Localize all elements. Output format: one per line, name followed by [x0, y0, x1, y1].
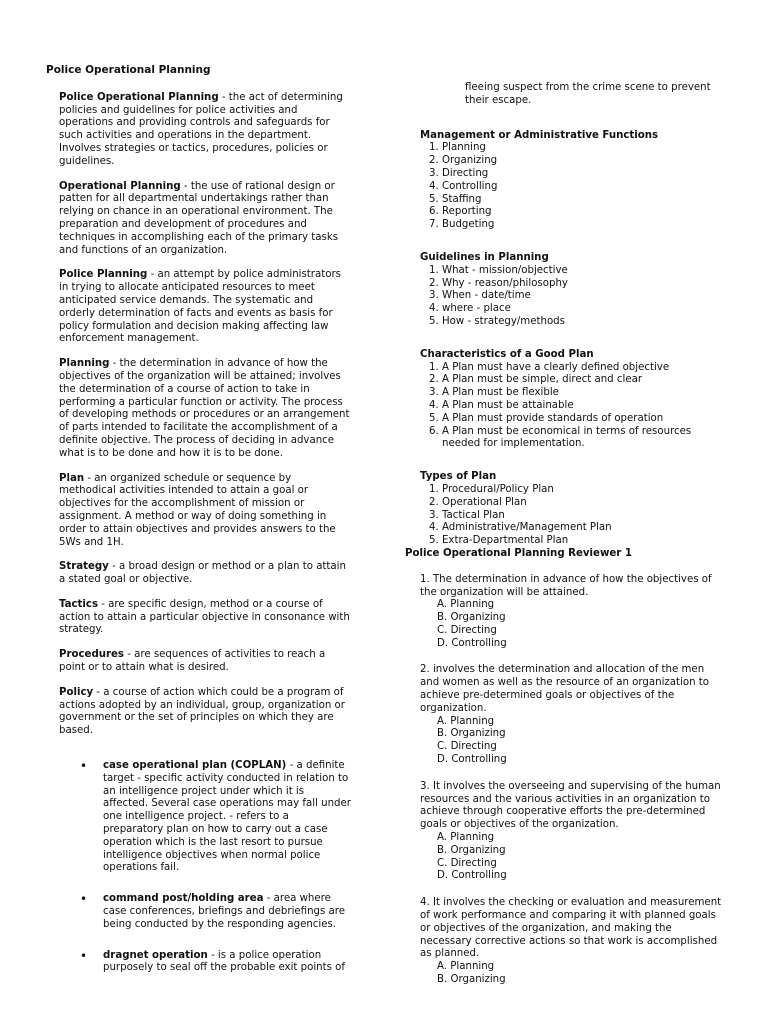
section-list-item: 1. What - mission/objective — [442, 265, 725, 278]
section-list-item: 2. A Plan must be simple, direct and clear — [442, 374, 725, 387]
question-text: 2. involves the determination and allocation of the men and women as well as the resource of an organization to achieve pre-determined goals or objectives of the organization. — [420, 664, 709, 714]
definition-term: Tactics — [59, 598, 99, 610]
definition-item — [59, 181, 351, 258]
question-text: 1. The determination in advance of how the objectives of the organization will be attained. — [420, 573, 712, 598]
section-title: Management or Administrative Functions — [420, 129, 659, 141]
definition-text: - are specific design, method or a course of action to attain a particular objective in consonance with strategy. — [59, 598, 350, 636]
bullet-item — [103, 893, 351, 931]
definition-item — [59, 473, 351, 550]
question-text: 3. It involves the overseeing and supervising of the human resources and the various activities in an organization to achieve through cooperative efforts the pre-determined goals or objectives of the organization. — [420, 780, 721, 831]
reviewer-title: Police Operational Planning Reviewer 1 — [405, 547, 632, 559]
definition-text: - the determination in advance of how the objectives of the organization will be attained; involves the determination of a course of action to take in performing a particular function or activity. The process of developing methods or procedures or an arrangement of parts intended to facilitate the accomplishment of a definite objective. The process of deciding in advance what is to be done and how it is to be done. — [59, 358, 350, 459]
definition-item — [59, 358, 351, 460]
section-list-item: 1. A Plan must have a clearly defined objective — [442, 362, 725, 375]
question-choice: A. Planning — [437, 832, 495, 844]
continued-text: fleeing suspect from the crime scene to prevent their escape. — [465, 82, 711, 106]
definition-item — [59, 92, 351, 169]
question — [420, 574, 725, 651]
section-list-item: 4. A Plan must be attainable — [442, 400, 725, 413]
section-list-item: 5. How - strategy/methods — [442, 316, 725, 329]
question-choice: B. Organizing — [437, 974, 506, 986]
definition-text: - a course of action which could be a program of actions adopted by an individual, group, organization or government or the set of principles on which they are based. — [59, 686, 345, 737]
left-column — [46, 64, 351, 993]
bullet-term: command post/holding area — [103, 893, 264, 905]
section-title: Types of Plan — [420, 471, 497, 483]
definition-term: Strategy — [59, 561, 109, 573]
questions-list — [405, 574, 725, 987]
section-list — [420, 142, 725, 232]
definition-term: Planning — [59, 358, 110, 370]
section-list-item: 1. Planning — [442, 142, 725, 155]
bullet-text: - is a police operation purposely to seal off the probable exit points of — [103, 949, 345, 974]
section-list-item: 6. Reporting — [442, 206, 725, 219]
definition-item — [59, 687, 351, 738]
question-choice: D. Controlling — [437, 637, 507, 649]
definition-term: Police Planning — [59, 269, 148, 281]
section — [420, 471, 725, 548]
bullet-text: - area where case conferences, briefings and debriefings are being conducted by the responding agencies. — [103, 893, 346, 930]
terms-bullet-list — [76, 760, 351, 975]
definition-text: - an attempt by police administrators in trying to allocate anticipated resources to meet anticipated service demands. The systematic and orderly determination of facts and events as basis for policy formulation and decision making affecting law enforcement management. — [59, 269, 341, 345]
question-choice: D. Controlling — [437, 754, 507, 766]
section-list-item: 4. where - place — [442, 303, 725, 316]
question-choice: A. Planning — [437, 961, 495, 973]
section-list-item: 7. Budgeting — [442, 219, 725, 232]
bullet-term: case operational plan (COPLAN) — [103, 760, 287, 772]
section-list-item: 5. Staffing — [442, 194, 725, 207]
question-choice: C. Directing — [437, 741, 497, 753]
definitions-list — [46, 92, 351, 738]
question-choice: B. Organizing — [437, 728, 506, 740]
definition-item — [59, 561, 351, 587]
question-choice: B. Organizing — [437, 612, 506, 624]
section-list-item: 3. A Plan must be flexible — [442, 387, 725, 400]
section-list-item: 3. When - date/time — [442, 290, 725, 303]
definition-text: - a broad design or method or a plan to attain a stated goal or objective. — [59, 561, 346, 586]
section-list-item: 4. Administrative/Management Plan — [442, 522, 725, 535]
section-list-item: 3. Tactical Plan — [442, 510, 725, 523]
section-list-item: 3. Directing — [442, 168, 725, 181]
definition-item — [59, 599, 351, 637]
definition-term: Plan — [59, 472, 85, 484]
right-column — [405, 82, 725, 987]
question — [420, 781, 725, 883]
sections-list — [405, 130, 725, 548]
question — [420, 664, 725, 766]
question-choice: C. Directing — [437, 857, 497, 869]
question-choice: D. Controlling — [437, 870, 507, 882]
question-choice: A. Planning — [437, 715, 495, 727]
question-choice: B. Organizing — [437, 844, 506, 856]
bullet-item — [103, 950, 351, 976]
question-choices — [437, 599, 725, 650]
section — [420, 349, 725, 451]
definition-text: - the act of determining policies and guidelines for police activities and operations and providing controls and safeguards for such activities and operations in the department. Involves strategies or tactics, procedures, policies or guidelines. — [59, 91, 343, 167]
section-list — [420, 362, 725, 452]
section-list-item: 5. Extra-Departmental Plan — [442, 535, 725, 548]
section-list-item: 2. Operational Plan — [442, 497, 725, 510]
definition-text: - an organized schedule or sequence by methodical activities intended to attain a goal or objectives for the accomplishment of mission or assignment. A method or way of doing something in order to attain objectives and provides answers to the 5Ws and 1H. — [59, 472, 336, 548]
bullet-term: dragnet operation — [103, 949, 208, 961]
definition-term: Operational Planning — [59, 180, 181, 192]
definition-term: Police Operational Planning — [59, 91, 219, 103]
definition-term: Policy — [59, 686, 94, 698]
question-choice: C. Directing — [437, 624, 497, 636]
section-list-item: 6. A Plan must be economical in terms of resources needed for implementation. — [442, 426, 725, 452]
section — [420, 252, 725, 329]
section-list — [420, 265, 725, 329]
section-list-item: 5. A Plan must provide standards of operation — [442, 413, 725, 426]
question — [420, 897, 725, 987]
definition-text: - are sequences of activities to reach a point or to attain what is desired. — [59, 649, 326, 674]
question-choice: A. Planning — [437, 599, 495, 611]
definition-item — [59, 649, 351, 675]
section-list-item: 4. Controlling — [442, 181, 725, 194]
definition-item — [59, 269, 351, 346]
section-list-item: 1. Procedural/Policy Plan — [442, 484, 725, 497]
section-title: Guidelines in Planning — [420, 251, 549, 263]
definition-term: Procedures — [59, 649, 124, 661]
section-title: Characteristics of a Good Plan — [420, 348, 594, 360]
question-choices — [437, 961, 725, 987]
question-choices — [437, 832, 725, 883]
section-list — [420, 484, 725, 548]
definition-text: - the use of rational design or patten for all departmental undertakings rather than relying on chance in an operational environment. The preparation and development of procedures and techniques in accomplishing each of the primary tasks and functions of an organization. — [59, 180, 339, 256]
section — [420, 130, 725, 232]
question-choices — [437, 716, 725, 767]
question-text: 4. It involves the checking or evaluation and measurement of work performance and comparing it with planned goals or objectives of the organization, and making the necessary corrective actions so that work is accomplished as planned. — [420, 897, 722, 960]
section-list-item: 2. Organizing — [442, 155, 725, 168]
bullet-text: - a definite target - specific activity conducted in relation to an intelligence project under which it is affected. Several case operations may fall under one intelligence project. - refers to a preparatory plan on how to carry out a case operation which is the last resort to pursue intelligence objectives when normal police operations fail. — [103, 760, 351, 874]
document-title: Police Operational Planning — [46, 64, 211, 76]
bullet-item — [103, 760, 351, 875]
section-list-item: 2. Why - reason/philosophy — [442, 278, 725, 291]
